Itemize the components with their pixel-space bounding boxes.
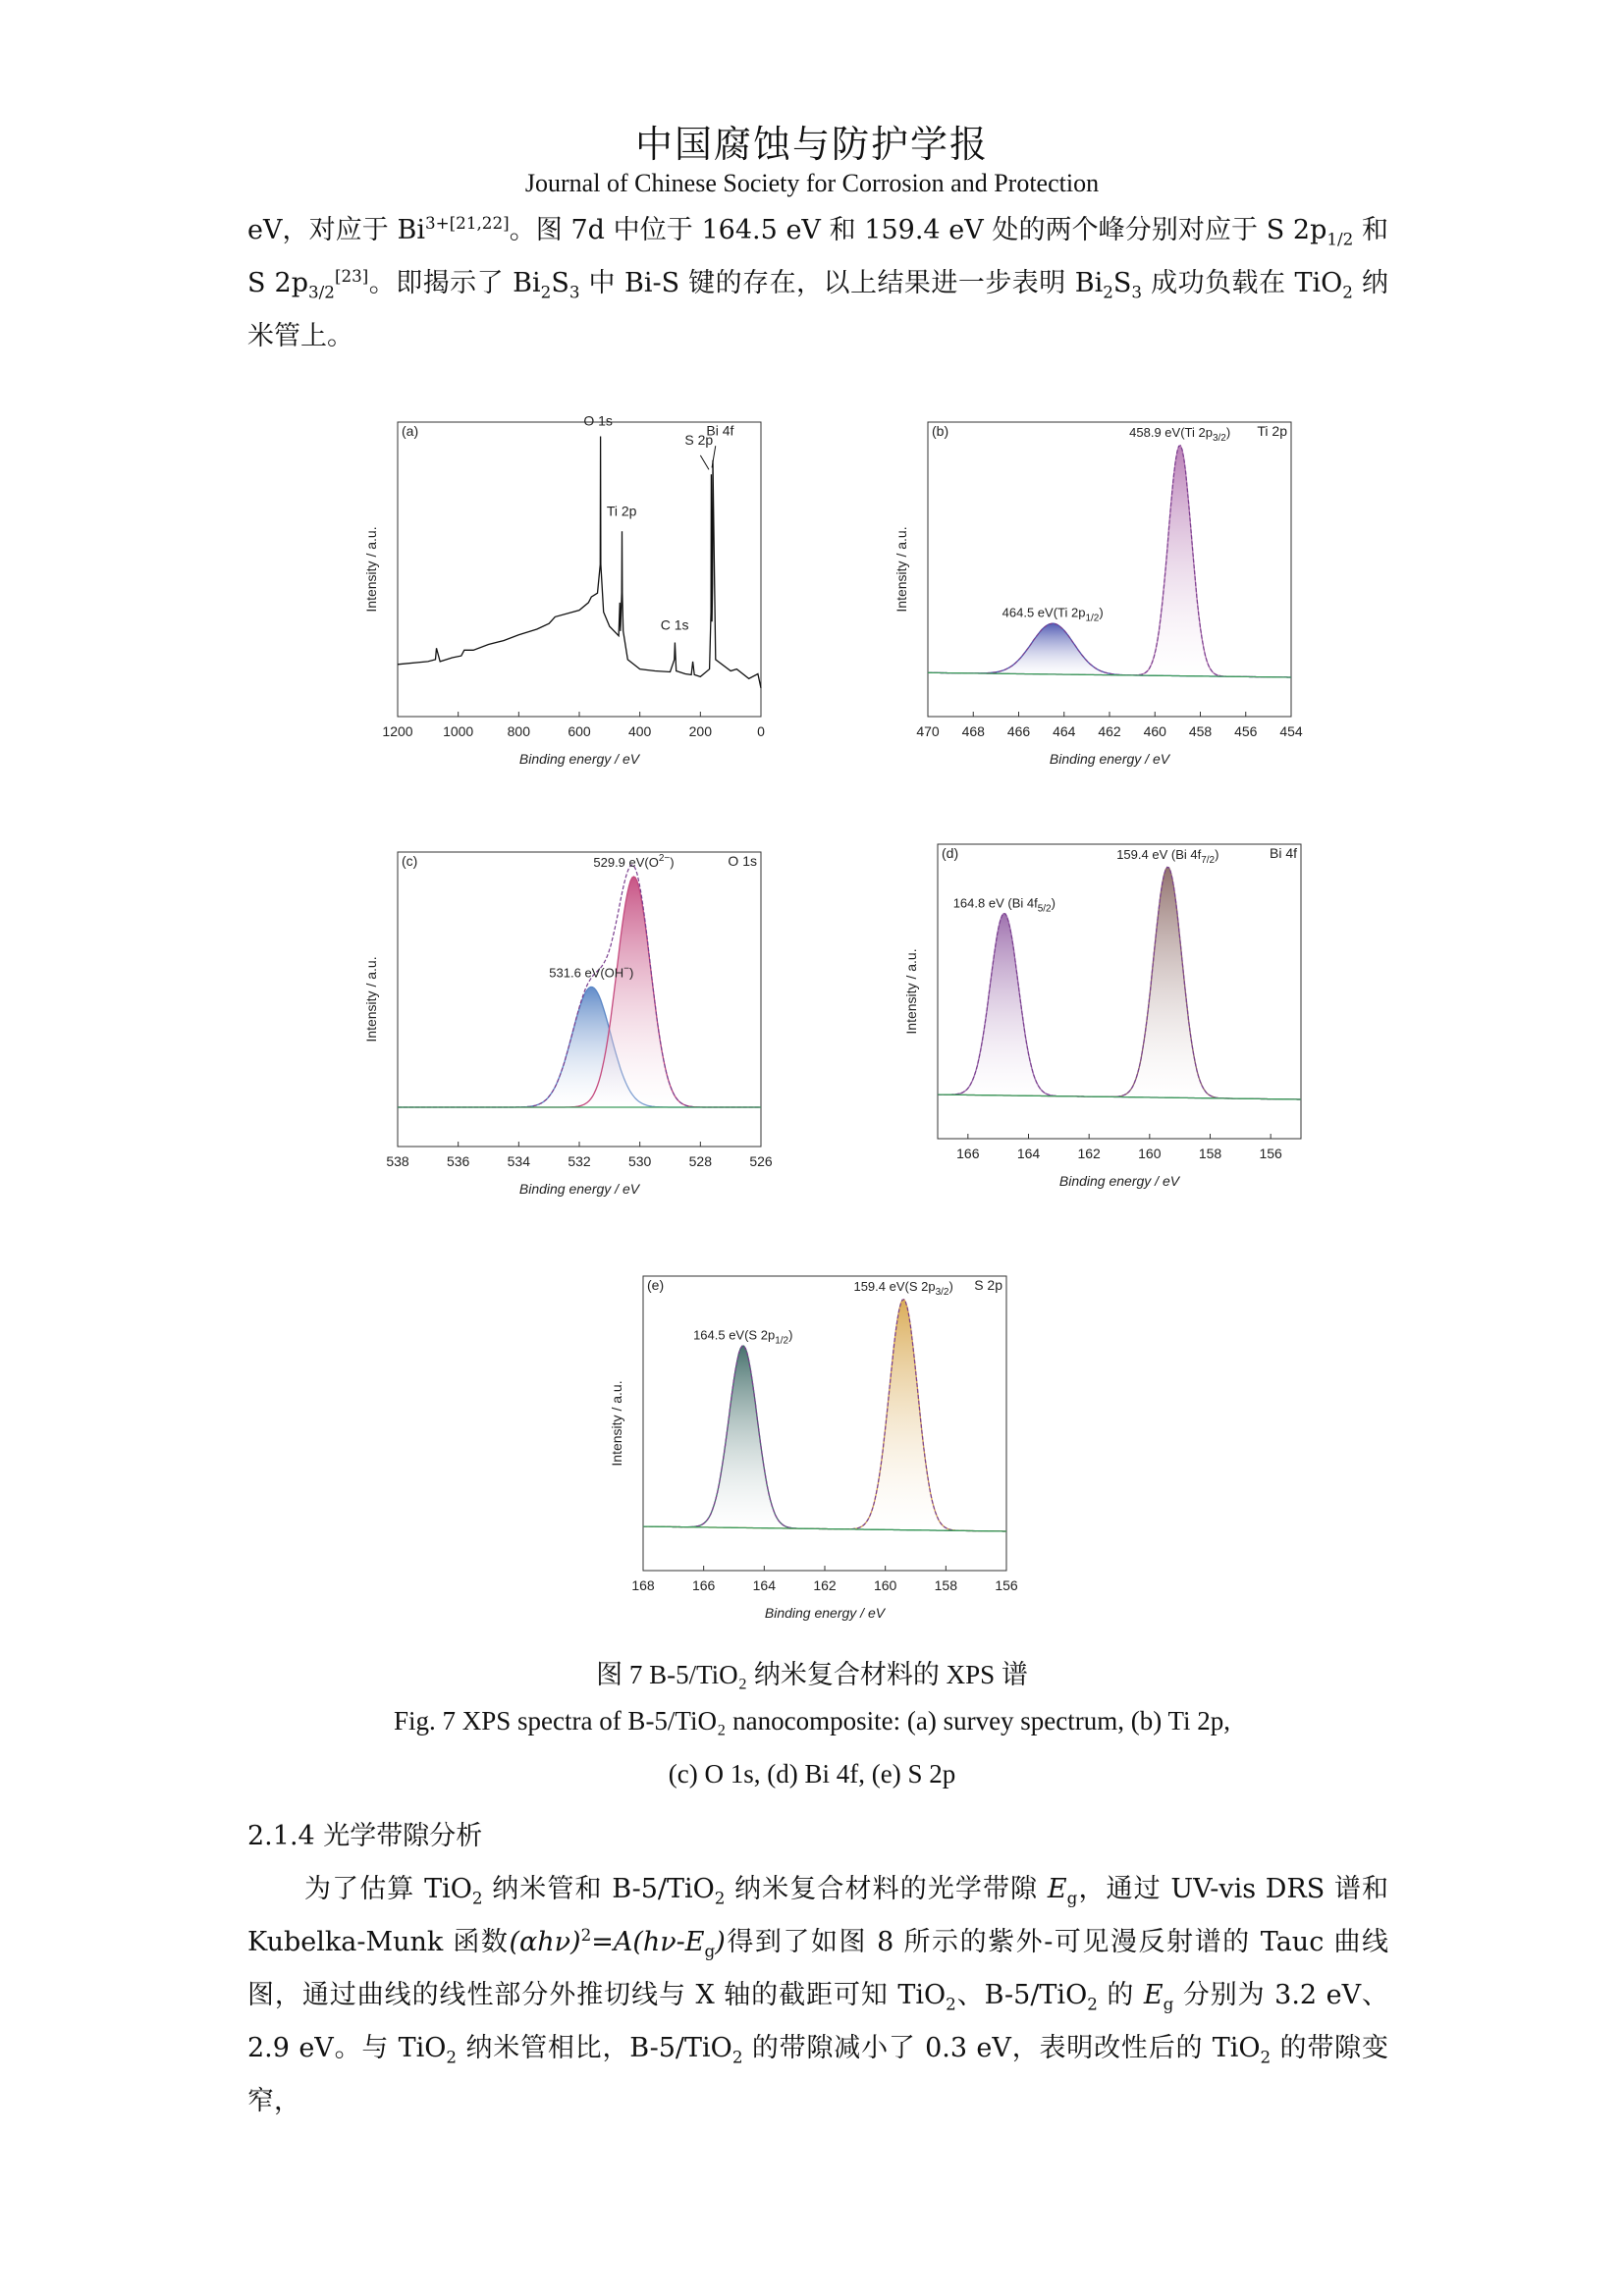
y-axis-label: Intensity / a.u. (363, 526, 379, 613)
x-axis-label: Binding energy / eV (518, 1181, 640, 1197)
peak-label: 159.4 eV(S $2p_{3/2}$) (853, 1279, 953, 1298)
x-tick-label: 464 (1053, 723, 1076, 739)
peak-fill (928, 623, 1291, 677)
figure-caption-en-1: Fig. 7 XPS spectra of B-5/TiO₂ nanocomposite: (a) survey spectrum, (b) Ti 2p, (393, 1706, 1231, 1735)
panel-title: S 2p (974, 1277, 1002, 1293)
peak-label: 531.6 eV(OH−) (549, 963, 634, 981)
figure-caption-en-2: (c) O 1s, (d) Bi 4f, (e) S 2p (668, 1759, 956, 1789)
peak-annotation: Ti 2p (606, 503, 637, 519)
peak-component-line (928, 623, 1291, 677)
journal-title-cn: 中国腐蚀与防护学报 (634, 123, 989, 166)
xps-o1s-chart (344, 842, 776, 1205)
x-tick-label: 600 (568, 723, 591, 739)
x-tick-label: 526 (749, 1153, 773, 1169)
background-line (643, 1526, 1006, 1531)
x-tick-label: 532 (568, 1153, 591, 1169)
x-tick-label: 162 (1077, 1146, 1101, 1161)
peak-component-line (928, 446, 1291, 677)
x-tick-label: 160 (873, 1577, 897, 1593)
plot-frame (928, 422, 1291, 717)
x-tick-label: 156 (995, 1577, 1018, 1593)
x-tick-label: 200 (688, 723, 713, 739)
panel-label: (a) (402, 423, 419, 439)
x-tick-label: 166 (956, 1146, 980, 1161)
section-heading: 2.1.4 光学带隙分析 (247, 1821, 483, 1851)
x-axis-label: Binding energy / eV (764, 1605, 886, 1621)
x-tick-label: 400 (627, 723, 652, 739)
x-tick-label: 456 (1234, 723, 1258, 739)
x-tick-label: 162 (813, 1577, 837, 1593)
peak-fill (643, 1346, 1006, 1531)
x-tick-label: 460 (1143, 723, 1166, 739)
panel-label: (b) (932, 423, 949, 439)
xps-survey-chart (344, 412, 776, 775)
x-axis-label: Binding energy / eV (1049, 751, 1170, 767)
peak-annotation: S 2p (684, 432, 714, 449)
panel-title: Bi 4f (1269, 845, 1297, 861)
x-tick-label: 158 (1198, 1146, 1222, 1161)
x-tick-label: 528 (688, 1153, 713, 1169)
x-tick-label: 534 (507, 1153, 531, 1169)
journal-title-en: Journal of Chinese Society for Corrosion and Protection (524, 169, 1100, 197)
x-tick-label: 458 (1188, 723, 1213, 739)
panel-label: (c) (402, 853, 418, 869)
peak-fill (928, 446, 1291, 677)
x-tick-label: 468 (961, 723, 985, 739)
peak-component-line (643, 1346, 1006, 1531)
y-axis-label: Intensity / a.u. (893, 526, 909, 613)
x-tick-label: 164 (1016, 1146, 1041, 1161)
peak-label: 529.9 $eV(O^{2-})$ (593, 853, 675, 870)
x-tick-label: 466 (1006, 723, 1031, 739)
peak-annotation: Bi 4f (706, 422, 734, 439)
peak-label: 159.4 eV (Bi $4f_{7/2}$) (1116, 847, 1219, 866)
x-tick-label: 1200 (382, 723, 413, 739)
survey-series-line (398, 437, 761, 689)
x-tick-label: 156 (1259, 1146, 1282, 1161)
envelope-line (928, 446, 1291, 677)
xps-s2p-chart (589, 1266, 1021, 1629)
x-tick-label: 158 (934, 1577, 958, 1593)
peak-label: 164.8 eV (Bi $4f_{5/2}$) (952, 895, 1056, 915)
x-tick-label: 1000 (443, 723, 474, 739)
x-tick-label: 536 (446, 1153, 470, 1169)
peak-label: 458.9 eV(Ti $2p_{3/2}$) (1129, 425, 1231, 444)
panel-label: (d) (942, 845, 959, 861)
x-tick-label: 454 (1279, 723, 1303, 739)
x-tick-label: 470 (916, 723, 940, 739)
x-tick-label: 160 (1138, 1146, 1162, 1161)
background-line (938, 1095, 1301, 1099)
x-axis-label: Binding energy / eV (1058, 1173, 1180, 1189)
x-tick-label: 0 (757, 723, 765, 739)
y-axis-label: Intensity / a.u. (363, 956, 379, 1042)
xps-ti2p-chart (874, 412, 1306, 775)
x-tick-label: 168 (631, 1577, 655, 1593)
peak-annotation: C 1s (660, 616, 689, 633)
x-tick-label: 800 (507, 723, 531, 739)
xps-bi4f-chart (884, 834, 1316, 1198)
x-tick-label: 462 (1098, 723, 1121, 739)
peak-label: 464.5 eV(Ti $2p_{1/2}$) (1001, 605, 1104, 624)
x-axis-label: Binding energy / eV (518, 751, 640, 767)
figure-caption-cn: 图 7 B-5/TiO₂ 纳米复合材料的 XPS 谱 (596, 1660, 1028, 1689)
x-tick-label: 166 (691, 1577, 716, 1593)
annotation-arrow (700, 455, 709, 470)
x-tick-label: 538 (386, 1153, 409, 1169)
peak-label: 164.5 eV(S $2p_{1/2}$) (693, 1327, 793, 1347)
panel-title: O 1s (728, 853, 757, 869)
peak-fill (398, 987, 761, 1107)
bottom-paragraph: 为了估算 TiO$_2$ 纳米管和 B-5/TiO$_2$ 纳米复合材料的光学带隙 $E_g$，通过 UV-vis DRS 谱和 Kubelka-Munk 函数$(\alpha h\nu)^2=A(h\nu-E_g)$得到了如图 8 所示的紫外-可见漫反射谱的 Tauc 曲线图，通过曲线的线性部分外推切线与 X 轴的截距可知 TiO$_2$、B-5/TiO$_2$ 的 $E_g$ 分别为 3.2 eV、2.9 eV。与 TiO$_2$ 纳米管相比，B-5/TiO$_2$ 的带隙减小了 0.3 eV，表明改性后的 TiO$_2$ 的带隙变窄， (247, 1874, 1389, 2116)
peak-fill (938, 914, 1301, 1099)
y-axis-label: Intensity / a.u. (903, 948, 919, 1035)
panel-label: (e) (647, 1277, 665, 1293)
peak-annotation: O 1s (583, 412, 613, 429)
annotation-arrow (712, 446, 716, 467)
y-axis-label: Intensity / a.u. (609, 1380, 624, 1467)
x-tick-label: 530 (627, 1153, 652, 1169)
top-paragraph: eV，对应于 $Bi^{3+[21,22]}$。图 7d 中位于 164.5 eV 和 159.4 eV 处的两个峰分别对应于 S $2p_{1/2}$ 和 S $2p_{3/2}[23]$。即揭示了 $Bi_2S_3$ 中 Bi-S 键的存在，以上结果进一步表明 $Bi_2S_3$ 成功负载在 TiO$_2$ 纳米管上。 (247, 213, 1389, 351)
x-tick-label: 164 (752, 1577, 777, 1593)
panel-title: Ti 2p (1257, 423, 1287, 439)
